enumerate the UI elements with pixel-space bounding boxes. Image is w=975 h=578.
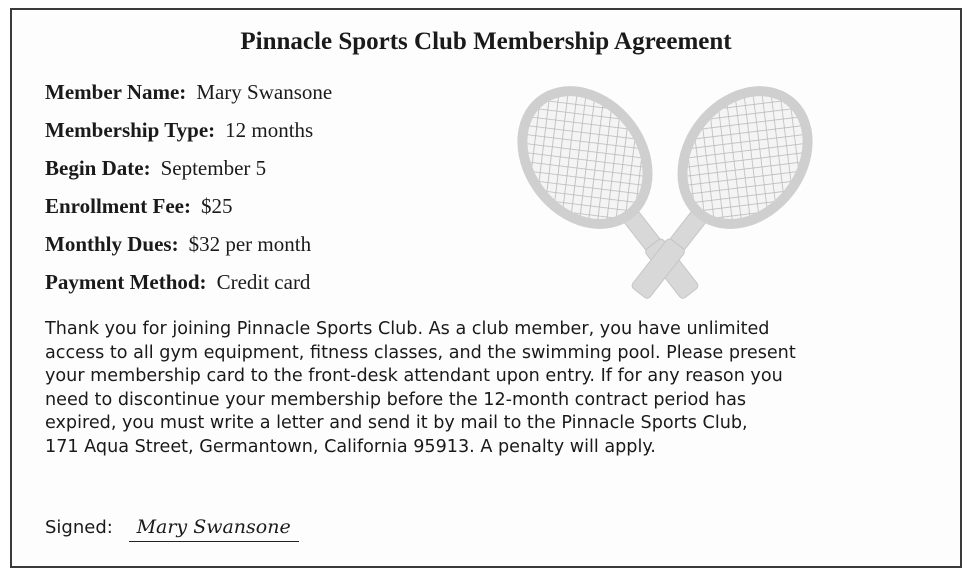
field-value: 12 months	[225, 118, 314, 142]
field-membership-type	[45, 116, 332, 154]
signed-label: Signed:	[45, 517, 113, 538]
field-label: Payment Method:	[45, 270, 207, 294]
field-member-name	[45, 78, 332, 116]
body-line: expired, you must write a letter and send it by mail to the Pinnacle Sports Club,	[45, 413, 748, 434]
body-line: your membership card to the front-desk attendant upon entry. If for any reason you	[45, 366, 783, 387]
field-value: $32 per month	[188, 232, 312, 256]
field-value: September 5	[160, 156, 267, 180]
signature-row	[45, 516, 299, 542]
field-begin-date	[45, 154, 332, 192]
field-value: Credit card	[216, 270, 311, 294]
field-monthly-dues	[45, 230, 332, 268]
document-title: Pinnacle Sports Club Membership Agreement	[240, 28, 732, 55]
field-value: Mary Swansone	[196, 80, 333, 104]
field-value: $25	[201, 194, 233, 218]
body-line: need to discontinue your membership before the 12-month contract period has	[45, 389, 747, 410]
body-line: 171 Aqua Street, Germantown, California 95913. A penalty will apply.	[45, 436, 656, 457]
field-label: Monthly Dues:	[45, 232, 179, 256]
body-line: Thank you for joining Pinnacle Sports Club. As a club member, you have unlimited	[45, 319, 770, 339]
signature: Mary Swansone	[129, 516, 299, 542]
field-label: Member Name:	[45, 80, 187, 104]
field-label: Begin Date:	[45, 156, 151, 180]
agreement-body	[45, 318, 945, 460]
field-payment-method	[45, 268, 332, 306]
member-details	[45, 78, 332, 306]
membership-agreement-card	[10, 8, 962, 568]
body-line: access to all gym equipment, fitness classes, and the swimming pool. Please present	[45, 342, 796, 363]
field-label: Membership Type:	[45, 118, 216, 142]
tennis-rackets-icon	[500, 82, 830, 304]
field-enrollment-fee	[45, 192, 332, 230]
field-label: Enrollment Fee:	[45, 194, 191, 218]
